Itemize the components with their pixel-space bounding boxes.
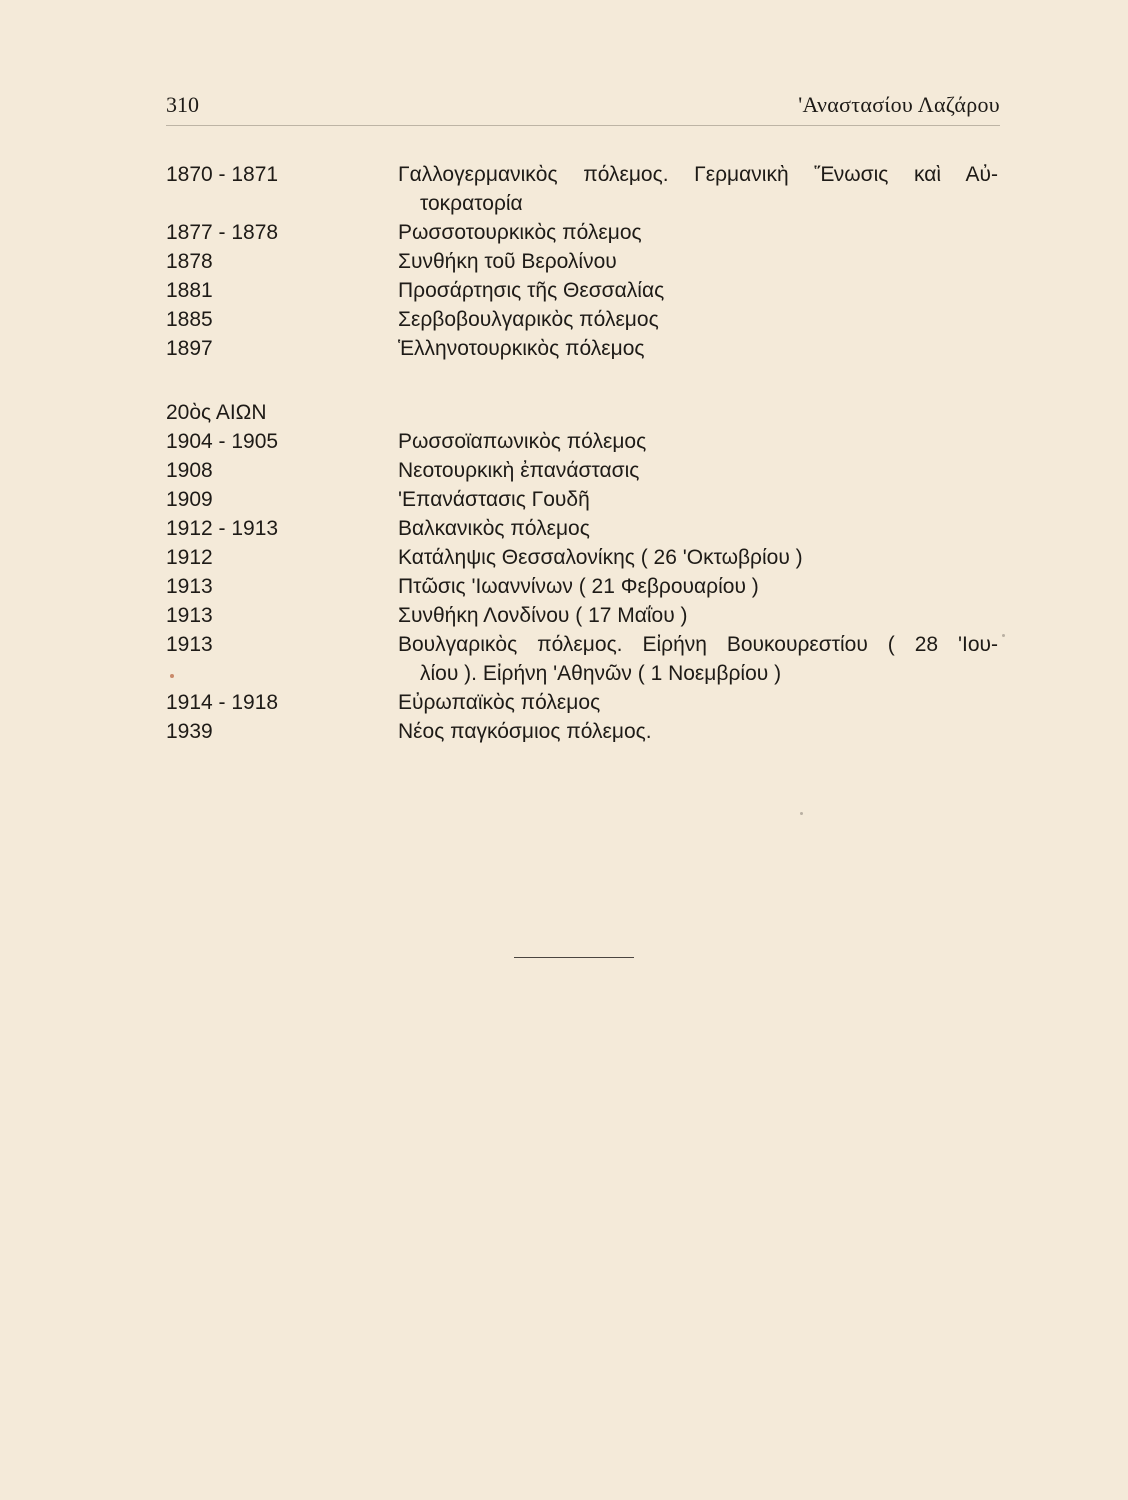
paper-speck — [170, 674, 174, 678]
timeline-event: Κατάληψις Θεσσαλονίκης ( 26 'Οκτωβρίου ) — [398, 546, 803, 569]
timeline-event-line: λίου ). Εἰρήνη 'Αθηνῶν ( 1 Νοεμβρίου ) — [420, 662, 782, 685]
timeline-year: 1877 - 1878 — [166, 221, 279, 244]
end-rule — [514, 957, 634, 958]
timeline-event: Νέος παγκόσμιος πόλεμος. — [398, 720, 652, 743]
timeline-year: 1870 - 1871 — [166, 163, 279, 186]
timeline-event: Εὐρωπαϊκὸς πόλεμος — [398, 691, 601, 714]
timeline-event: Νεοτουρκικὴ ἐπανάστασις — [398, 459, 640, 482]
timeline-event: Πτῶσις 'Ιωαννίνων ( 21 Φεβρουαρίου ) — [398, 575, 759, 598]
timeline-event: Βαλκανικὸς πόλεμος — [398, 517, 590, 540]
timeline-year: 1912 - 1913 — [166, 517, 279, 540]
timeline-event — [398, 160, 998, 218]
page-number: 310 — [166, 92, 199, 117]
timeline-event-line: τοκρατορία — [420, 192, 523, 215]
timeline-year: 1939 — [166, 720, 213, 743]
century-heading: 20ὸς ΑΙΩΝ — [166, 401, 267, 424]
timeline-year: 1885 — [166, 308, 213, 331]
timeline-year: 1913 — [166, 575, 213, 598]
timeline-year: 1913 — [166, 633, 213, 656]
timeline-event: Σερβοβουλγαρικὸς πόλεμος — [398, 308, 659, 331]
timeline-event: Ρωσσοτουρκικὸς πόλεμος — [398, 221, 642, 244]
timeline-year: 1878 — [166, 250, 213, 273]
timeline-year: 1904 - 1905 — [166, 430, 279, 453]
timeline-event: Συνθήκη τοῦ Βερολίνου — [398, 250, 617, 273]
timeline-event: Συνθήκη Λονδίνου ( 17 Μαΐου ) — [398, 604, 688, 627]
paper-speck — [1002, 634, 1005, 637]
timeline-year: 1897 — [166, 337, 213, 360]
timeline-year: 1881 — [166, 279, 213, 302]
timeline-event — [398, 630, 998, 688]
timeline-event-line: Βουλγαρικὸς πόλεμος. Εἰρήνη Βουκουρεστίου ( 28 'Ιου- — [398, 633, 998, 656]
timeline-year: 1912 — [166, 546, 213, 569]
timeline-event: Ἑλληνοτουρκικὸς πόλεμος — [398, 337, 645, 360]
timeline-year: 1913 — [166, 604, 213, 627]
timeline-event: Ρωσσοϊαπωνικὸς πόλεμος — [398, 430, 647, 453]
paper-speck — [800, 812, 803, 815]
timeline-year: 1909 — [166, 488, 213, 511]
timeline-event: 'Επανάστασις Γουδῆ — [398, 488, 590, 511]
running-head: 'Αναστασίου Λαζάρου — [798, 92, 1000, 117]
timeline-event-line: Γαλλογερμανικὸς πόλεμος. Γερμανικὴ Ἕνωσις καὶ Αὐ- — [398, 163, 998, 186]
timeline-year: 1908 — [166, 459, 213, 482]
timeline-event: Προσάρτησις τῆς Θεσσαλίας — [398, 279, 665, 302]
page-header — [166, 92, 1000, 124]
timeline-year: 1914 - 1918 — [166, 691, 279, 714]
header-rule — [166, 125, 1000, 126]
